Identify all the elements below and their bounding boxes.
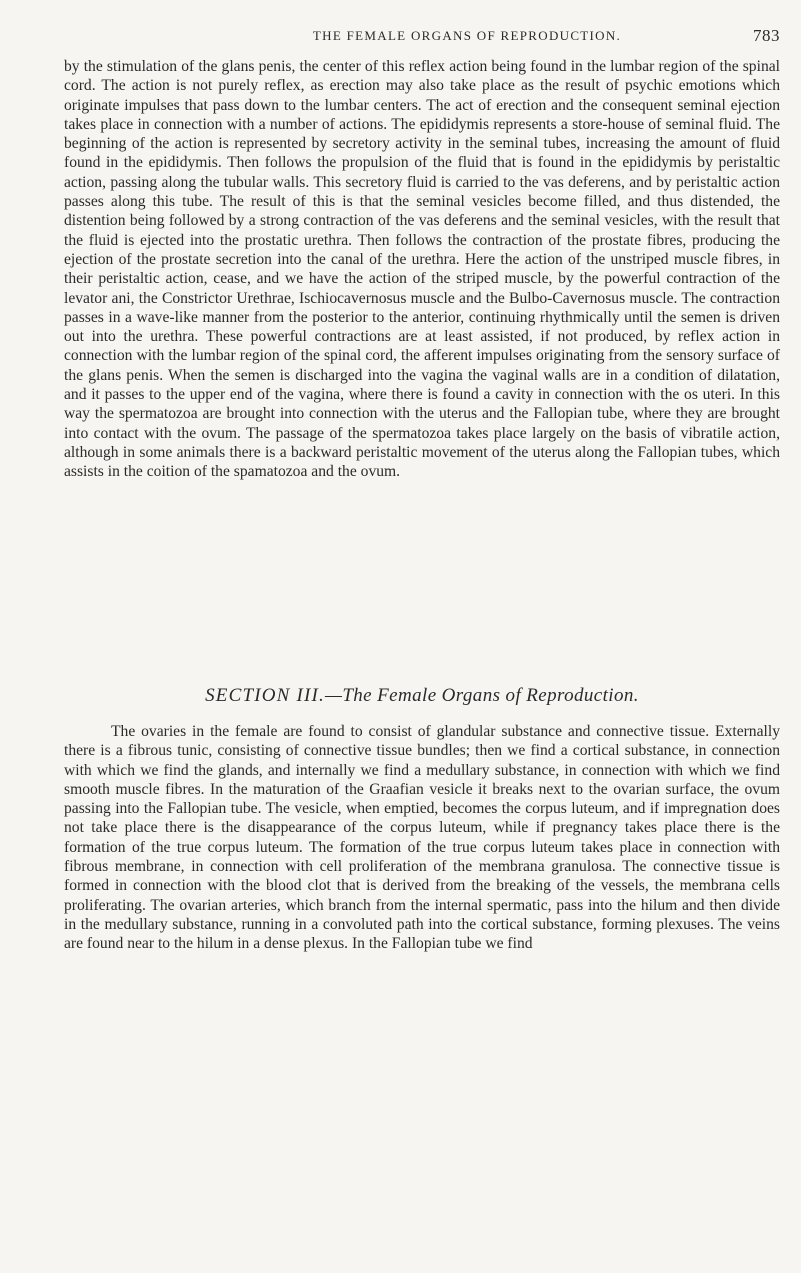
section-label: SECTION III. [205, 685, 326, 706]
running-head [111, 24, 780, 48]
section-heading [64, 685, 780, 707]
section-title: The Female Organs of Reproduction. [342, 685, 639, 706]
paragraph-continued: by the stimulation of the glans penis, the center of this reflex action being found in the lumbar region of the spinal cord. The action is not purely reflex, as erection may also take place as the result of psychic emotions which originate impulses that pass down to the lumbar centers. The act of erection and the consequent seminal ejection takes place in connection with a number of actions. The epididymis represents a store-house of seminal fluid. The beginning of the action is represented by secretory activity in the seminal tubes, increasing the amount of fluid found in the epididymis. Then follows the propulsion of the fluid that is found in the epididymis by peristaltic action, passing along the tubular walls. This secretory fluid is carried to the vas deferens, and by peristaltic action passes along this tube. The result of this is that the seminal vesicles become filled, and thus distended, the distention being followed by a strong contraction of the vas deferens and the seminal vesicles, with the result that the fluid is ejected into the prostatic urethra. Then follows the contraction of the prostate fibres, producing the ejection of the prostate secretion into the canal of the urethra. Here the action of the unstriped muscle fibres, in their peristaltic action, cease, and we have the action of the striped muscle, by the powerful contraction of the levator ani, the Constrictor Urethrae, Ischiocavernosus muscle and the Bulbo-Cavernosus muscle. The contraction passes in a wave-like manner from the posterior to the anterior, continuing rhythmically until the semen is driven out into the urethra. These powerful contractions are at least assisted, if not produced, by reflex action in connection with the lumbar region of the spinal cord, the afferent impulses originating from the sensory surface of the glans penis. When the semen is discharged into the vagina the vaginal walls are in a condition of dilatation, and it passes to the upper end of the vagina, where there is found a cavity in connection with the os uteri. In this way the spermatozoa are brought into connection with the uterus and the Fallopian tube, where they are brought into contact with the ovum. The passage of the spermatozoa takes place largely on the basis of vibratile action, although in some animals there is a backward peristaltic movement of the uterus along the Fallopian tubes, which assists in the coition of the spamatozoa and the ovum. [64, 58, 780, 481]
running-title: THE FEMALE ORGANS OF REPRODUCTION. [312, 28, 622, 43]
paragraph-ovaries: The ovaries in the female are found to consist of glandular substance and connective tissue. Externally there is a fibrous tunic, consisting of connective tissue bundles; then we find a cortical substance, in connection with which we find the glands, and internally we find a medullary substance, in connection with which we find smooth muscle fibres. In the maturation of the Graafian vesicle it breaks next to the ovarian surface, the ovum passing into the Fallopian tube. The vesicle, when emptied, becomes the corpus luteum, and if impregnation does not take place there is the disappearance of the corpus luteum, while if pregnancy takes place there is the formation of the true corpus luteum. The formation of the true corpus luteum takes place in connection with fibrous membrane, in connection with cell proliferation of the membrana granulosa. The connective tissue is formed in connection with the blood clot that is derived from the breaking of the vessels, the membrana cells proliferating. The ovarian arteries, which branch from the internal spermatic, pass into the hilum and then divide in the medullary substance, running in a convoluted path into the cortical substance, forming plexuses. The veins are found near to the hilum in a dense plexus. In the Fallopian tube we find [64, 723, 780, 953]
section-separator: — [325, 685, 343, 706]
page-number: 783 [753, 26, 780, 45]
